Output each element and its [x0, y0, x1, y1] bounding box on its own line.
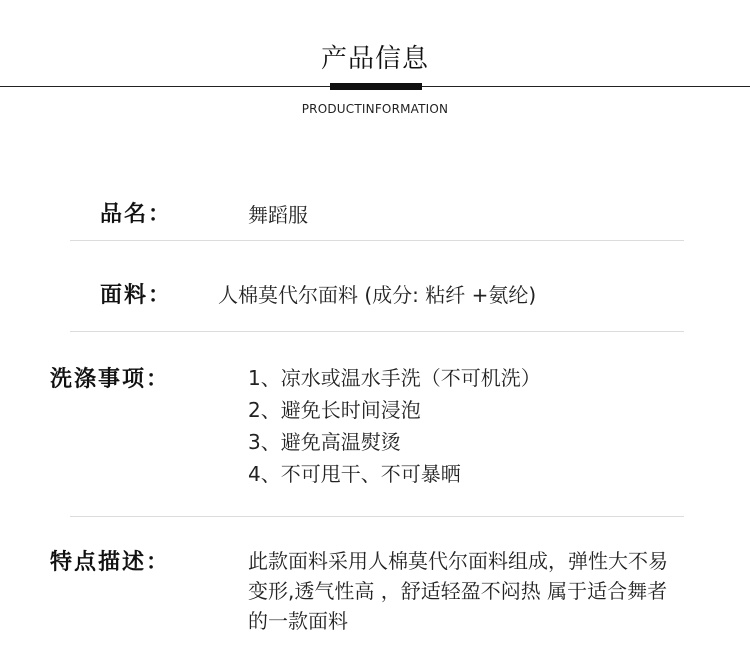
- features-label: 特点描述：: [50, 550, 171, 575]
- row-divider: [70, 331, 684, 332]
- title-accent-bar: [330, 83, 422, 90]
- care-list: [248, 362, 728, 492]
- page-subtitle: PRODUCTINFORMATION: [301, 102, 449, 116]
- care-item: 1、凉水或温水手洗（不可机洗）: [248, 366, 541, 390]
- row-divider: [70, 240, 684, 241]
- name-value: 舞蹈服: [248, 203, 308, 227]
- features-line: 变形,透气性高 ，舒适轻盈不闷热 属于适合舞者: [248, 579, 668, 603]
- name-label: 品名：: [100, 202, 173, 227]
- features-text: [248, 545, 738, 645]
- care-label: 洗涤事项：: [50, 367, 171, 392]
- material-value: 人棉莫代尔面料 (成分: 粘纤 +氨纶): [218, 283, 537, 307]
- features-line: 此款面料采用人棉莫代尔面料组成，弹性大不易: [248, 549, 668, 573]
- row-divider: [70, 516, 684, 517]
- material-label: 面料：: [100, 283, 173, 308]
- page-title: 产品信息: [320, 44, 429, 74]
- care-item: 2、避免长时间浸泡: [248, 398, 421, 422]
- features-line: 的一款面料: [248, 609, 348, 633]
- care-item: 4、不可甩干、不可暴晒: [248, 462, 461, 486]
- care-item: 3、避免高温熨烫: [248, 430, 401, 454]
